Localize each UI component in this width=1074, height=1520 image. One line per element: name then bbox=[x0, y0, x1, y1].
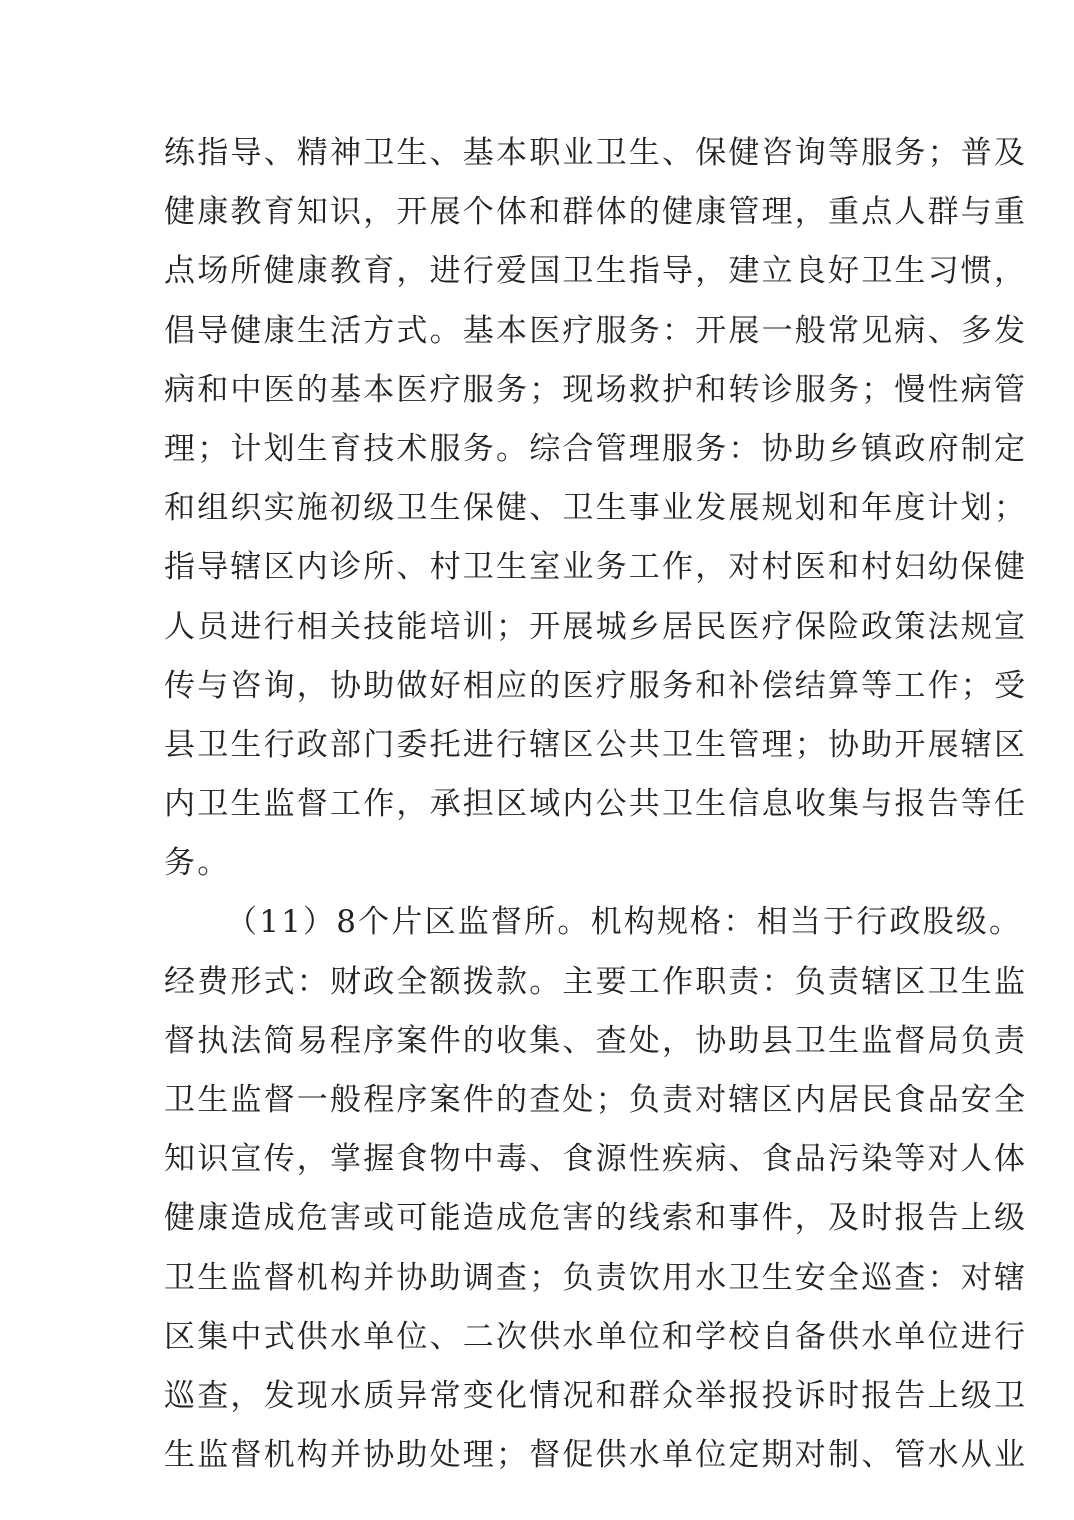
paragraph-first-line: （11）8个片区监督所。机构规格：相当于行政股级。 bbox=[226, 904, 1023, 941]
text-line: 和组织实施初级卫生保健、卫生事业发展规划和年度计划； bbox=[164, 490, 1028, 527]
text-line: 倡导健康生活方式。基本医疗服务：开展一般常见病、多发 bbox=[164, 312, 1028, 349]
text-line: 传与咨询，协助做好相应的医疗服务和补偿结算等工作；受 bbox=[164, 667, 1028, 704]
text-line: 健康教育知识，开展个体和群体的健康管理，重点人群与重 bbox=[164, 194, 1028, 231]
text-line: 卫生监督机构并协助调查；负责饮用水卫生安全巡查：对辖 bbox=[164, 1259, 1028, 1296]
text-line: 区集中式供水单位、二次供水单位和学校自备供水单位进行 bbox=[164, 1318, 1028, 1355]
text-line: 生监督机构并协助处理；督促供水单位定期对制、管水从业 bbox=[164, 1437, 1028, 1474]
text-line: 知识宣传，掌握食物中毒、食源性疾病、食品污染等对人体 bbox=[164, 1141, 1028, 1178]
document-body bbox=[164, 124, 1028, 1485]
text-line: 指导辖区内诊所、村卫生室业务工作，对村医和村妇幼保健 bbox=[164, 549, 1028, 586]
text-line: 理；计划生育技术服务。综合管理服务：协助乡镇政府制定 bbox=[164, 430, 1028, 467]
text-line: 内卫生监督工作，承担区域内公共卫生信息收集与报告等任 bbox=[164, 786, 1028, 823]
text-line: 经费形式：财政全额拨款。主要工作职责：负责辖区卫生监 bbox=[164, 963, 1028, 1000]
paragraph-supervision-offices bbox=[164, 893, 1028, 1485]
text-line: 点场所健康教育，进行爱国卫生指导，建立良好卫生习惯， bbox=[164, 253, 1028, 290]
text-line: 健康造成危害或可能造成危害的线索和事件，及时报告上级 bbox=[164, 1200, 1028, 1237]
text-line: 人员进行相关技能培训；开展城乡居民医疗保险政策法规宣 bbox=[164, 608, 1028, 645]
text-line: 巡查，发现水质异常变化情况和群众举报投诉时报告上级卫 bbox=[164, 1377, 1028, 1414]
text-line: 务。 bbox=[164, 845, 231, 882]
text-line: 督执法简易程序案件的收集、查处，协助县卫生监督局负责 bbox=[164, 1022, 1028, 1059]
text-line: 病和中医的基本医疗服务；现场救护和转诊服务；慢性病管 bbox=[164, 371, 1028, 408]
text-line: 县卫生行政部门委托进行辖区公共卫生管理；协助开展辖区 bbox=[164, 726, 1028, 763]
text-line: 卫生监督一般程序案件的查处；负责对辖区内居民食品安全 bbox=[164, 1082, 1028, 1118]
paragraph-continued bbox=[164, 124, 1028, 893]
text-line: 练指导、精神卫生、基本职业卫生、保健咨询等服务；普及 bbox=[164, 135, 1028, 171]
